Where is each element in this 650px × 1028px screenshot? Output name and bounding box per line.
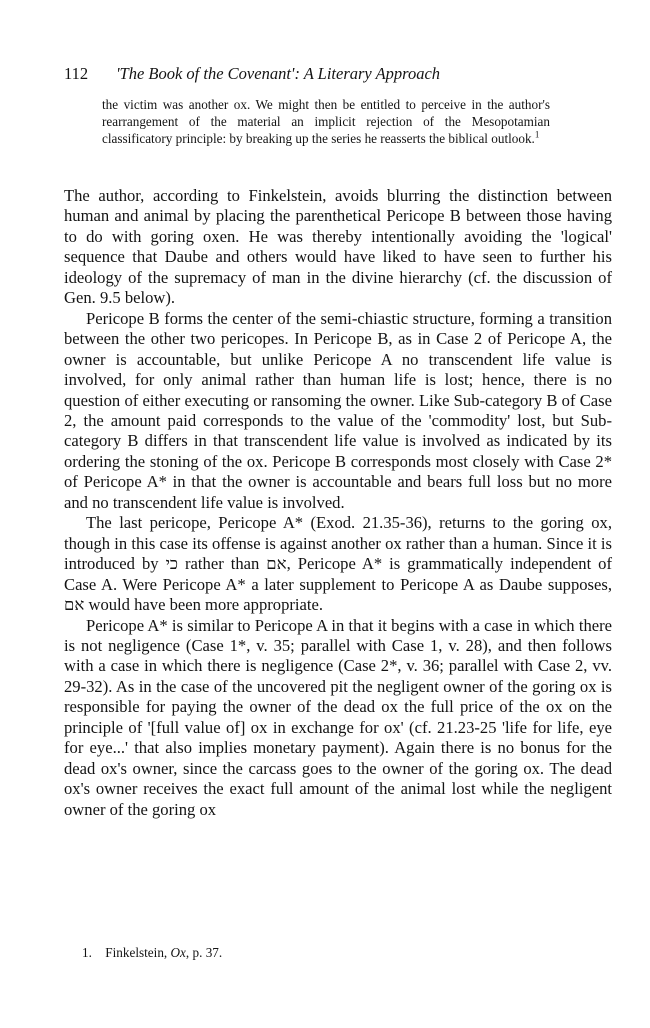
footnote-page: , p. 37. bbox=[185, 945, 223, 960]
footnote-title: Ox bbox=[170, 945, 186, 960]
footnote-number: 1. bbox=[82, 945, 92, 960]
footnote-reference: 1 bbox=[534, 129, 540, 140]
paragraph: Pericope B forms the center of the semi-chiastic structure, forming a transition between the other two pericopes. In Pericope B, as in Case 2 of Pericope A, the owner is accountable, but unlike Pericope A no transcendent life value is involved, for only animal rather than human life is lost; hence, there is no question of either executing or ransoming the owner. Like Sub-category B of Case 2, the amount paid corresponds to the value of the 'commodity' lost, but Sub-category B differs in that transcendent life value is involved as indicated by its ordering the stoning of the ox. Pericope B corresponds most closely with Case 2* of Pericope A* in that the owner is accountable and bears full loss but no more and no transcendent life value is involved. bbox=[64, 308, 612, 512]
page-number: 112 bbox=[64, 64, 89, 83]
running-head bbox=[64, 64, 612, 84]
running-title: 'The Book of the Covenant': A Literary Approach bbox=[116, 64, 441, 83]
block-quote bbox=[102, 97, 550, 147]
paragraph: The author, according to Finkelstein, avoids blurring the distinction between human and animal by placing the parenthetical Pericope B between those having to do with goring oxen. He was thereby intentionally avoiding the 'logical' sequence that Daube and others would have liked to have seen to further his ideology of the supremacy of man in the divine hierarchy (cf. the discussion of Gen. 9.5 below). bbox=[64, 186, 612, 308]
paragraph: Pericope A* is similar to Pericope A in that it begins with a case in which there is not negligence (Case 1*, v. 35; parallel with Case 1, v. 28), and then follows with a case in which there is negligence (Case 2*, v. 36; parallel with Case 2, vv. 29-32). As in the case of the uncovered pit the negligent owner of the goring ox is responsible for paying the owner of the dead ox the full price of the ox on the principle of '[full value of] ox in exchange for ox' (cf. 21.23-25 'life for life, eye for eye...' that also implies monetary payment). Again there is no bonus for the dead ox's owner, since the carcass goes to the owner of the goring ox. The dead ox's owner receives the exact full amount of the animal lost while the negligent owner of the goring ox bbox=[64, 615, 612, 819]
block-quote-text: the victim was another ox. We might then be entitled to perceive in the author's rearrangement of the material an implicit rejection of the Mesopotamian classificatory principle: by breaking up the series he reasserts the biblical outlook. bbox=[102, 97, 550, 146]
body-text bbox=[64, 186, 612, 820]
footnote bbox=[82, 944, 602, 961]
footnote-author: Finkelstein, bbox=[105, 945, 168, 960]
paragraph: The last pericope, Pericope A* (Exod. 21.35-36), returns to the goring ox, though in this case its offense is against another ox rather than a human. Since it is introduced by כי rather than אם, Pericope A* is grammatically independent of Case A. Were Pericope A* a later supplement to Pericope A as Daube supposes, אם would have been more appropriate. bbox=[64, 513, 613, 615]
